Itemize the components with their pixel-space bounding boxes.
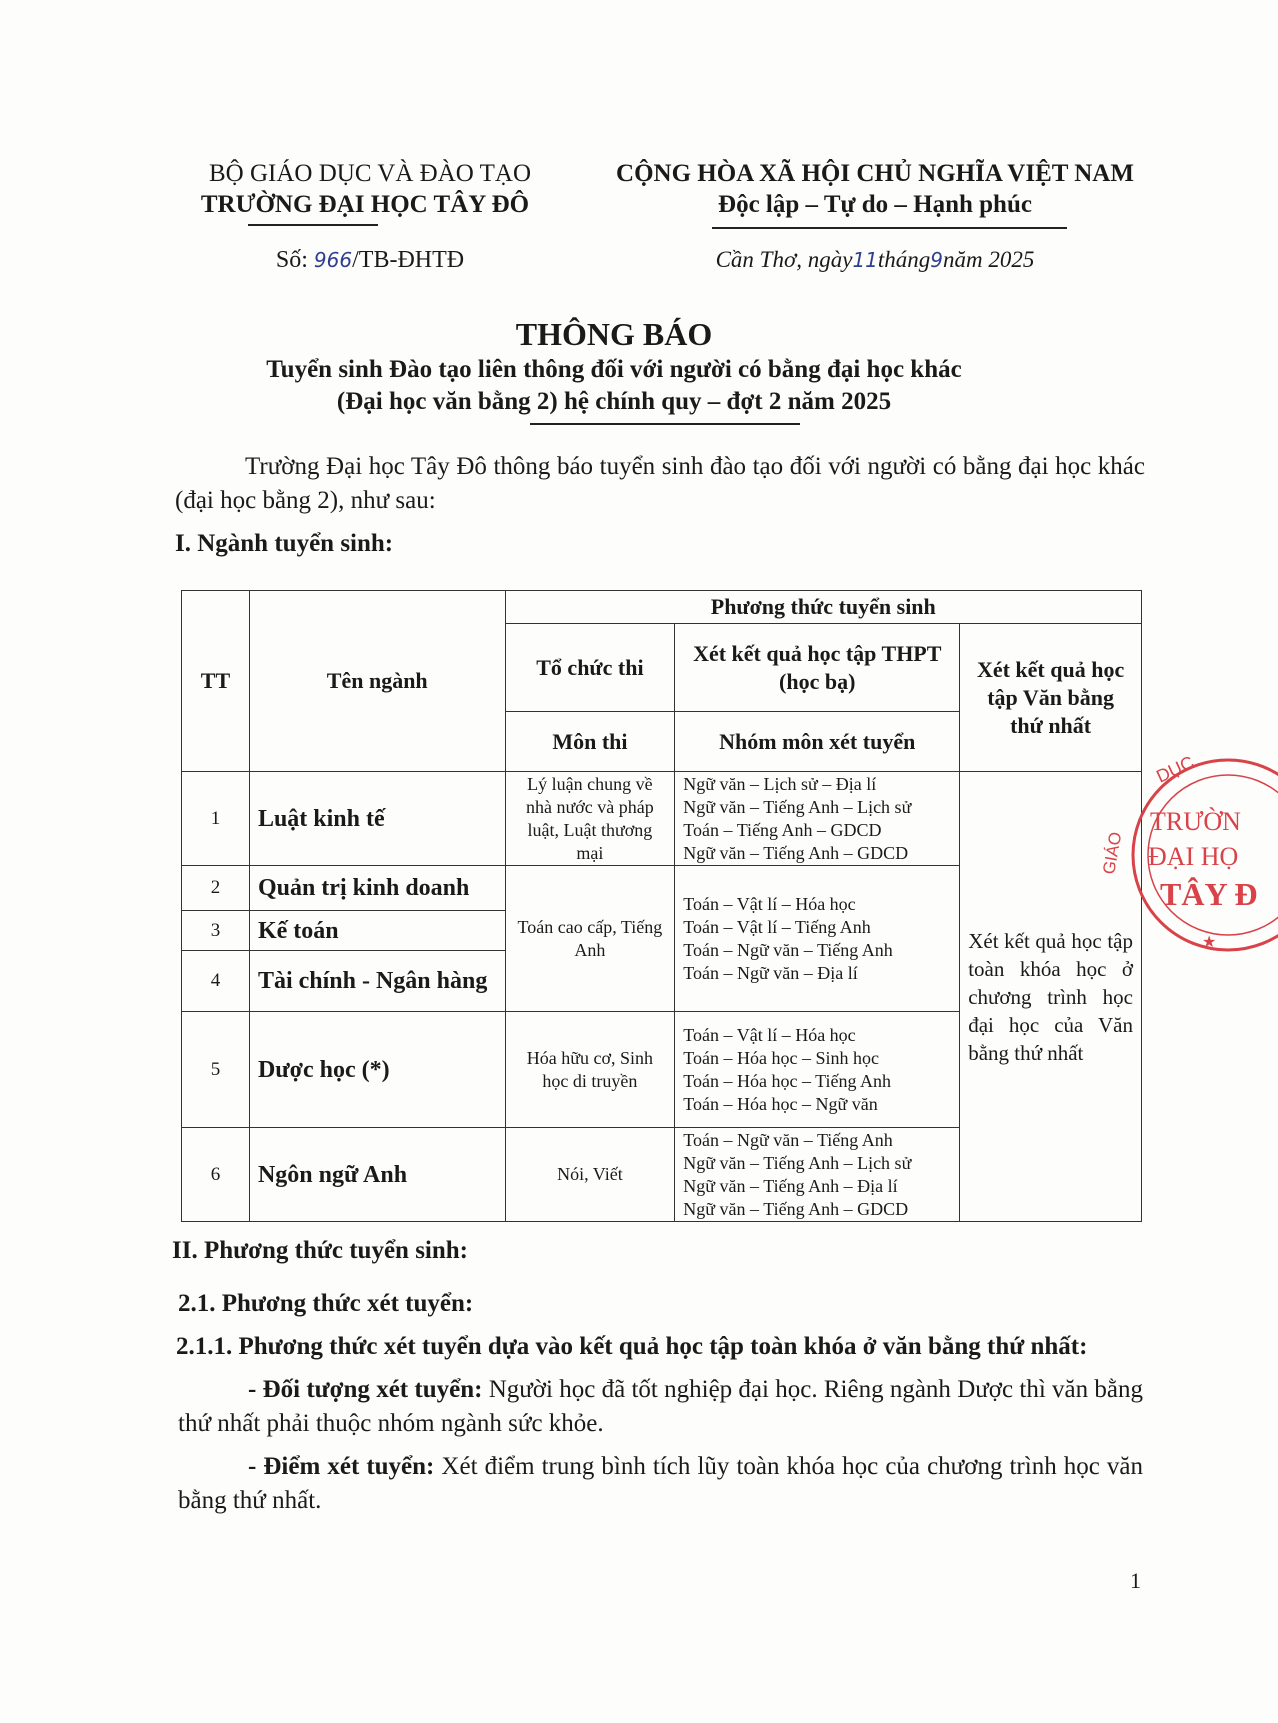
group-item: Ngữ văn – Tiếng Anh – Lịch sử bbox=[683, 796, 912, 817]
group-item: Toán – Tiếng Anh – GDCD bbox=[683, 819, 882, 840]
header-admission-method: Phương thức tuyển sinh bbox=[505, 591, 1141, 624]
majors-table bbox=[181, 590, 1142, 1222]
header-first-degree: Xét kết quả học tập Văn bằng thứ nhất bbox=[960, 624, 1142, 772]
date-month: 9 bbox=[930, 248, 944, 272]
notice-title: THÔNG BÁO bbox=[515, 316, 713, 352]
group-item: Toán – Ngữ văn – Địa lí bbox=[683, 962, 858, 983]
row-major: Dược học (*) bbox=[249, 1012, 505, 1128]
notice-subtitle-line2: (Đại học văn bằng 2) hệ chính quy – đợt 2 năm 2025 bbox=[336, 388, 892, 415]
group-item: Toán – Ngữ văn – Tiếng Anh bbox=[683, 1129, 893, 1150]
row-tt: 2 bbox=[182, 866, 250, 911]
school-underline bbox=[248, 224, 378, 226]
stamp-line1: TRƯỜN bbox=[1150, 807, 1241, 836]
doc-number-handwritten: 966 bbox=[313, 248, 353, 272]
group-item: Ngữ văn – Tiếng Anh – GDCD bbox=[683, 1198, 909, 1219]
school-name: TRƯỜNG ĐẠI HỌC TÂY ĐÔ bbox=[200, 191, 530, 218]
row-groups bbox=[675, 1128, 960, 1222]
section-2-1-1-heading: 2.1.1. Phương thức xét tuyển dựa vào kết quả học tập toàn khóa ở văn bằng thứ nhất: bbox=[176, 1333, 1088, 1360]
row-exam: Lý luận chung về nhà nước và pháp luật, Luật thương mại bbox=[505, 772, 675, 866]
row-tt: 5 bbox=[182, 1012, 250, 1128]
group-item: Ngữ văn – Tiếng Anh – Địa lí bbox=[683, 1175, 898, 1196]
stamp-star-icon: ★ bbox=[1202, 932, 1217, 951]
section-2-1-heading: 2.1. Phương thức xét tuyển: bbox=[178, 1290, 474, 1317]
row-major: Luật kinh tế bbox=[249, 772, 505, 866]
motto-underline bbox=[712, 227, 1067, 229]
table-row bbox=[182, 772, 1142, 866]
row-groups bbox=[675, 772, 960, 866]
doc-number-suffix: /TB-ĐHTĐ bbox=[352, 247, 465, 273]
school-seal-stamp bbox=[1098, 752, 1278, 955]
score-text: Xét điểm trung bình tích lũy toàn khóa học của chương trình học văn bằng thứ nhất. bbox=[178, 1453, 1143, 1514]
date-place: Cần Thơ, ngày bbox=[715, 247, 853, 272]
ministry-name: BỘ GIÁO DỤC VÀ ĐÀO TẠO bbox=[209, 160, 531, 187]
doc-number-prefix: Số: bbox=[275, 247, 314, 273]
date-year: năm 2025 bbox=[943, 247, 1035, 272]
row-groups bbox=[675, 866, 960, 1012]
section-2-heading: II. Phương thức tuyển sinh: bbox=[172, 1237, 468, 1264]
header-major-name: Tên ngành bbox=[249, 591, 505, 772]
row-exam: Hóa hữu cơ, Sinh học di truyền bbox=[505, 1012, 675, 1128]
eligibility-paragraph bbox=[178, 1373, 1143, 1441]
row-major: Kế toán bbox=[249, 911, 505, 951]
group-item: Toán – Hóa học – Tiếng Anh bbox=[683, 1070, 892, 1091]
group-item: Toán – Hóa học – Sinh học bbox=[683, 1047, 880, 1068]
row-exam: Toán cao cấp, Tiếng Anh bbox=[505, 866, 675, 1012]
group-item: Toán – Vật lí – Hóa học bbox=[683, 893, 856, 914]
score-paragraph bbox=[178, 1450, 1143, 1518]
row-groups bbox=[675, 1012, 960, 1128]
group-item: Toán – Vật lí – Hóa học bbox=[683, 1024, 856, 1045]
group-item: Toán – Ngữ văn – Tiếng Anh bbox=[683, 939, 893, 960]
row-major: Tài chính - Ngân hàng bbox=[249, 951, 505, 1012]
row-tt: 6 bbox=[182, 1128, 250, 1222]
intro-paragraph: Trường Đại học Tây Đô thông báo tuyển sinh đào tạo đối với người có bằng đại học khác (đại học bằng 2), như sau: bbox=[175, 453, 1145, 514]
group-item: Toán – Vật lí – Tiếng Anh bbox=[683, 916, 871, 937]
page-number: 1 bbox=[1130, 1568, 1141, 1593]
header-exam-subject: Môn thi bbox=[505, 712, 675, 772]
group-item: Ngữ văn – Tiếng Anh – Lịch sử bbox=[683, 1152, 912, 1173]
group-item: Ngữ văn – Tiếng Anh – GDCD bbox=[683, 842, 909, 863]
eligibility-text: Người học đã tốt nghiệp đại học. Riêng ngành Dược thì văn bằng thứ nhất phải thuộc nhóm ngành sức khỏe. bbox=[178, 1376, 1143, 1437]
document-number bbox=[170, 247, 570, 274]
notice-subtitle-line1: Tuyển sinh Đào tạo liên thông đối với người có bằng đại học khác bbox=[266, 356, 962, 383]
stamp-top-text: DỤC bbox=[1153, 752, 1198, 787]
first-degree-note: Xét kết quả học tập toàn khóa học ở chương trình học đại học của Văn bằng thứ nhất bbox=[960, 772, 1142, 1222]
section-1-heading: I. Ngành tuyển sinh: bbox=[175, 530, 394, 557]
header-exam: Tổ chức thi bbox=[505, 624, 675, 712]
group-item: Ngữ văn – Lịch sử – Địa lí bbox=[683, 773, 877, 794]
row-tt: 3 bbox=[182, 911, 250, 951]
date-month-label: tháng bbox=[877, 247, 931, 272]
eligibility-label: - Đối tượng xét tuyển: bbox=[248, 1376, 483, 1403]
row-major: Ngôn ngữ Anh bbox=[249, 1128, 505, 1222]
row-major: Quản trị kinh doanh bbox=[249, 866, 505, 911]
stamp-line2: ĐẠI HỌ bbox=[1148, 842, 1239, 871]
row-tt: 1 bbox=[182, 772, 250, 866]
header-subject-group: Nhóm môn xét tuyển bbox=[675, 712, 960, 772]
stamp-side-text: GIÁO bbox=[1099, 830, 1126, 876]
header-tt: TT bbox=[182, 591, 250, 772]
row-tt: 4 bbox=[182, 951, 250, 1012]
group-item: Toán – Hóa học – Ngữ văn bbox=[683, 1093, 878, 1114]
subtitle-underline bbox=[530, 423, 800, 425]
national-motto: Độc lập – Tự do – Hạnh phúc bbox=[718, 191, 1032, 218]
header-hocba: Xét kết quả học tập THPT (học bạ) bbox=[675, 624, 960, 712]
score-label: - Điểm xét tuyển: bbox=[248, 1453, 435, 1480]
stamp-line3: TÂY Đ bbox=[1160, 876, 1258, 912]
row-exam: Nói, Viết bbox=[505, 1128, 675, 1222]
republic-heading: CỘNG HÒA XÃ HỘI CHỦ NGHĨA VIỆT NAM bbox=[616, 160, 1134, 187]
date-line bbox=[585, 247, 1165, 273]
date-day: 11 bbox=[852, 248, 878, 272]
